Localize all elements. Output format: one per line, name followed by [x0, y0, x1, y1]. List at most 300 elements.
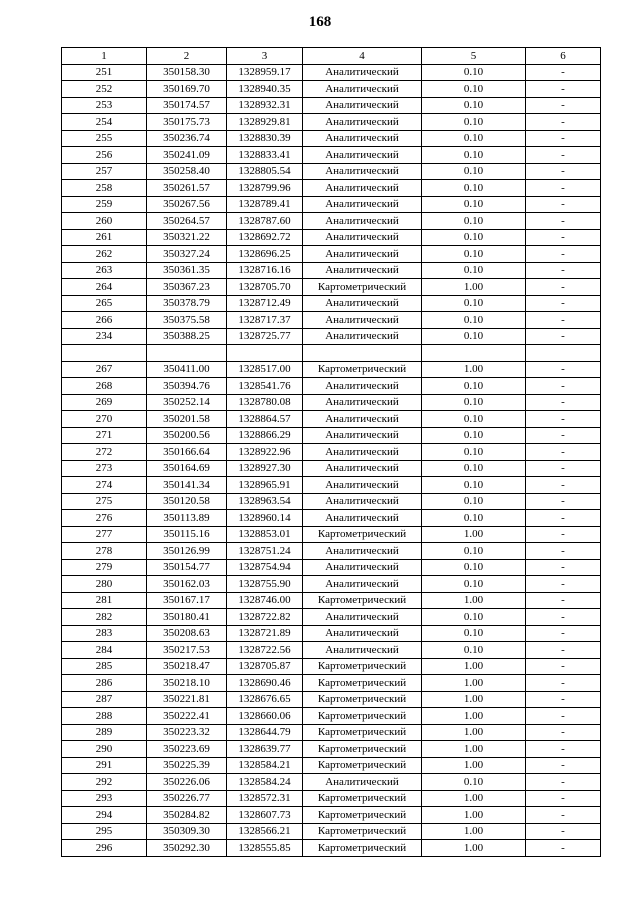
cell-y-coordinate: 1328517.00 — [227, 361, 303, 378]
cell-accuracy — [422, 345, 526, 362]
cell-method: Аналитический — [303, 625, 422, 642]
table-row — [62, 477, 601, 494]
cell-note: - — [526, 295, 601, 312]
cell-accuracy: 0.10 — [422, 64, 526, 81]
cell-note: - — [526, 493, 601, 510]
table-row — [62, 741, 601, 758]
cell-point-number: 287 — [62, 691, 147, 708]
cell-point-number: 274 — [62, 477, 147, 494]
cell-point-number: 293 — [62, 790, 147, 807]
cell-method: Картометрический — [303, 757, 422, 774]
cell-note: - — [526, 675, 601, 692]
cell-x-coordinate: 350162.03 — [147, 576, 227, 593]
cell-y-coordinate: 1328922.96 — [227, 444, 303, 461]
cell-x-coordinate: 350388.25 — [147, 328, 227, 345]
cell-method: Аналитический — [303, 97, 422, 114]
cell-note: - — [526, 130, 601, 147]
cell-accuracy: 0.10 — [422, 163, 526, 180]
cell-point-number: 286 — [62, 675, 147, 692]
cell-accuracy: 1.00 — [422, 658, 526, 675]
cell-method: Аналитический — [303, 295, 422, 312]
cell-accuracy: 0.10 — [422, 81, 526, 98]
cell-note: - — [526, 411, 601, 428]
cell-accuracy: 1.00 — [422, 840, 526, 857]
cell-y-coordinate: 1328660.06 — [227, 708, 303, 725]
table-row — [62, 262, 601, 279]
cell-accuracy: 1.00 — [422, 708, 526, 725]
cell-y-coordinate: 1328780.08 — [227, 394, 303, 411]
cell-method: Аналитический — [303, 460, 422, 477]
table-row — [62, 279, 601, 296]
cell-note: - — [526, 477, 601, 494]
table-row — [62, 625, 601, 642]
cell-x-coordinate: 350327.24 — [147, 246, 227, 263]
cell-x-coordinate: 350120.58 — [147, 493, 227, 510]
table-row — [62, 460, 601, 477]
cell-x-coordinate: 350223.32 — [147, 724, 227, 741]
cell-method: Картометрический — [303, 361, 422, 378]
cell-accuracy: 0.10 — [422, 427, 526, 444]
cell-accuracy: 0.10 — [422, 295, 526, 312]
table-row — [62, 493, 601, 510]
page-number: 168 — [308, 14, 332, 30]
cell-x-coordinate: 350284.82 — [147, 807, 227, 824]
cell-x-coordinate: 350218.47 — [147, 658, 227, 675]
cell-accuracy: 1.00 — [422, 757, 526, 774]
cell-note: - — [526, 840, 601, 857]
cell-note: - — [526, 81, 601, 98]
table-row — [62, 163, 601, 180]
cell-point-number: 260 — [62, 213, 147, 230]
table-row — [62, 295, 601, 312]
cell-note: - — [526, 114, 601, 131]
cell-y-coordinate: 1328830.39 — [227, 130, 303, 147]
cell-x-coordinate: 350154.77 — [147, 559, 227, 576]
cell-y-coordinate: 1328555.85 — [227, 840, 303, 857]
cell-accuracy: 0.10 — [422, 411, 526, 428]
cell-note: - — [526, 328, 601, 345]
cell-note: - — [526, 246, 601, 263]
cell-point-number — [62, 345, 147, 362]
cell-y-coordinate: 1328965.91 — [227, 477, 303, 494]
cell-x-coordinate: 350267.56 — [147, 196, 227, 213]
cell-x-coordinate: 350201.58 — [147, 411, 227, 428]
cell-y-coordinate: 1328541.76 — [227, 378, 303, 395]
cell-x-coordinate: 350367.23 — [147, 279, 227, 296]
cell-method: Аналитический — [303, 114, 422, 131]
cell-accuracy: 0.10 — [422, 147, 526, 164]
cell-accuracy: 0.10 — [422, 493, 526, 510]
table-row — [62, 130, 601, 147]
cell-method: Аналитический — [303, 328, 422, 345]
cell-x-coordinate: 350167.17 — [147, 592, 227, 609]
cell-y-coordinate: 1328754.94 — [227, 559, 303, 576]
cell-x-coordinate: 350264.57 — [147, 213, 227, 230]
cell-method: Аналитический — [303, 576, 422, 593]
cell-note: - — [526, 213, 601, 230]
cell-point-number: 271 — [62, 427, 147, 444]
cell-accuracy: 0.10 — [422, 625, 526, 642]
cell-point-number: 253 — [62, 97, 147, 114]
cell-x-coordinate: 350113.89 — [147, 510, 227, 527]
cell-point-number: 270 — [62, 411, 147, 428]
cell-method: Аналитический — [303, 609, 422, 626]
cell-y-coordinate: 1328566.21 — [227, 823, 303, 840]
cell-note: - — [526, 774, 601, 791]
table-row — [62, 147, 601, 164]
cell-y-coordinate: 1328722.82 — [227, 609, 303, 626]
cell-note: - — [526, 625, 601, 642]
cell-y-coordinate: 1328927.30 — [227, 460, 303, 477]
cell-accuracy: 0.10 — [422, 130, 526, 147]
table-row — [62, 559, 601, 576]
cell-x-coordinate: 350258.40 — [147, 163, 227, 180]
cell-point-number: 255 — [62, 130, 147, 147]
cell-y-coordinate: 1328755.90 — [227, 576, 303, 593]
cell-method: Аналитический — [303, 427, 422, 444]
cell-point-number: 257 — [62, 163, 147, 180]
cell-y-coordinate: 1328929.81 — [227, 114, 303, 131]
cell-x-coordinate: 350200.56 — [147, 427, 227, 444]
cell-x-coordinate: 350164.69 — [147, 460, 227, 477]
cell-x-coordinate: 350115.16 — [147, 526, 227, 543]
cell-note: - — [526, 229, 601, 246]
cell-accuracy: 1.00 — [422, 724, 526, 741]
cell-accuracy: 0.10 — [422, 576, 526, 593]
table-body — [62, 64, 601, 856]
table-row — [62, 81, 601, 98]
cell-accuracy: 1.00 — [422, 691, 526, 708]
cell-method: Картометрический — [303, 807, 422, 824]
cell-method: Аналитический — [303, 510, 422, 527]
cell-note: - — [526, 741, 601, 758]
cell-x-coordinate: 350222.41 — [147, 708, 227, 725]
cell-point-number: 292 — [62, 774, 147, 791]
cell-accuracy: 0.10 — [422, 246, 526, 263]
cell-accuracy: 0.10 — [422, 460, 526, 477]
cell-x-coordinate: 350226.77 — [147, 790, 227, 807]
cell-note: - — [526, 543, 601, 560]
cell-accuracy: 0.10 — [422, 444, 526, 461]
cell-y-coordinate: 1328690.46 — [227, 675, 303, 692]
cell-accuracy: 0.10 — [422, 213, 526, 230]
cell-y-coordinate: 1328721.89 — [227, 625, 303, 642]
cell-note: - — [526, 378, 601, 395]
cell-note: - — [526, 427, 601, 444]
cell-x-coordinate: 350180.41 — [147, 609, 227, 626]
cell-x-coordinate: 350141.34 — [147, 477, 227, 494]
cell-note: - — [526, 510, 601, 527]
cell-y-coordinate: 1328705.87 — [227, 658, 303, 675]
cell-x-coordinate: 350174.57 — [147, 97, 227, 114]
cell-note: - — [526, 196, 601, 213]
header-cell-6: 6 — [526, 48, 601, 65]
cell-point-number: 278 — [62, 543, 147, 560]
cell-point-number: 276 — [62, 510, 147, 527]
cell-method: Картометрический — [303, 790, 422, 807]
cell-accuracy: 0.10 — [422, 559, 526, 576]
cell-accuracy: 0.10 — [422, 378, 526, 395]
table-row — [62, 675, 601, 692]
cell-y-coordinate: 1328746.00 — [227, 592, 303, 609]
cell-x-coordinate: 350252.14 — [147, 394, 227, 411]
cell-x-coordinate: 350217.53 — [147, 642, 227, 659]
cell-note: - — [526, 576, 601, 593]
cell-x-coordinate — [147, 345, 227, 362]
cell-accuracy: 0.10 — [422, 262, 526, 279]
cell-point-number: 283 — [62, 625, 147, 642]
cell-note: - — [526, 691, 601, 708]
table-row — [62, 345, 601, 362]
cell-method — [303, 345, 422, 362]
cell-y-coordinate: 1328584.21 — [227, 757, 303, 774]
cell-x-coordinate: 350236.74 — [147, 130, 227, 147]
cell-note: - — [526, 658, 601, 675]
cell-accuracy: 0.10 — [422, 510, 526, 527]
cell-point-number: 282 — [62, 609, 147, 626]
cell-note: - — [526, 147, 601, 164]
cell-accuracy: 0.10 — [422, 229, 526, 246]
table-row — [62, 658, 601, 675]
cell-accuracy: 0.10 — [422, 642, 526, 659]
cell-note: - — [526, 262, 601, 279]
cell-note: - — [526, 823, 601, 840]
table-row — [62, 526, 601, 543]
cell-point-number: 275 — [62, 493, 147, 510]
cell-method: Картометрический — [303, 658, 422, 675]
cell-note: - — [526, 163, 601, 180]
cell-point-number: 256 — [62, 147, 147, 164]
cell-point-number: 291 — [62, 757, 147, 774]
cell-point-number: 234 — [62, 328, 147, 345]
cell-note: - — [526, 708, 601, 725]
cell-x-coordinate: 350309.30 — [147, 823, 227, 840]
cell-y-coordinate: 1328572.31 — [227, 790, 303, 807]
cell-y-coordinate: 1328639.77 — [227, 741, 303, 758]
table-row — [62, 229, 601, 246]
cell-accuracy: 0.10 — [422, 394, 526, 411]
cell-method: Аналитический — [303, 411, 422, 428]
table-row — [62, 609, 601, 626]
cell-note: - — [526, 394, 601, 411]
cell-method: Аналитический — [303, 246, 422, 263]
cell-note: - — [526, 64, 601, 81]
cell-accuracy: 1.00 — [422, 741, 526, 758]
cell-x-coordinate: 350292.30 — [147, 840, 227, 857]
cell-y-coordinate: 1328833.41 — [227, 147, 303, 164]
cell-point-number: 265 — [62, 295, 147, 312]
cell-y-coordinate: 1328940.35 — [227, 81, 303, 98]
cell-point-number: 266 — [62, 312, 147, 329]
header-cell-2: 2 — [147, 48, 227, 65]
cell-y-coordinate: 1328607.73 — [227, 807, 303, 824]
cell-note: - — [526, 757, 601, 774]
table-row — [62, 378, 601, 395]
cell-y-coordinate: 1328805.54 — [227, 163, 303, 180]
cell-accuracy: 1.00 — [422, 279, 526, 296]
cell-x-coordinate: 350223.69 — [147, 741, 227, 758]
cell-accuracy: 0.10 — [422, 97, 526, 114]
table-row — [62, 823, 601, 840]
cell-method: Аналитический — [303, 213, 422, 230]
cell-point-number: 273 — [62, 460, 147, 477]
cell-method: Аналитический — [303, 543, 422, 560]
cell-y-coordinate: 1328932.31 — [227, 97, 303, 114]
table-row — [62, 427, 601, 444]
table-row — [62, 592, 601, 609]
cell-x-coordinate: 350261.57 — [147, 180, 227, 197]
cell-point-number: 295 — [62, 823, 147, 840]
cell-note: - — [526, 609, 601, 626]
cell-note: - — [526, 180, 601, 197]
table-row — [62, 246, 601, 263]
cell-method: Картометрический — [303, 823, 422, 840]
cell-method: Аналитический — [303, 180, 422, 197]
cell-y-coordinate: 1328717.37 — [227, 312, 303, 329]
header-cell-3: 3 — [227, 48, 303, 65]
cell-method: Аналитический — [303, 559, 422, 576]
table-row — [62, 97, 601, 114]
header-row — [62, 48, 601, 65]
cell-x-coordinate: 350218.10 — [147, 675, 227, 692]
cell-method: Картометрический — [303, 526, 422, 543]
cell-note: - — [526, 460, 601, 477]
cell-y-coordinate: 1328963.54 — [227, 493, 303, 510]
cell-accuracy: 0.10 — [422, 114, 526, 131]
cell-x-coordinate: 350411.00 — [147, 361, 227, 378]
cell-accuracy: 0.10 — [422, 774, 526, 791]
table-row — [62, 840, 601, 857]
cell-x-coordinate: 350226.06 — [147, 774, 227, 791]
cell-note: - — [526, 279, 601, 296]
cell-y-coordinate: 1328676.65 — [227, 691, 303, 708]
cell-note — [526, 345, 601, 362]
cell-y-coordinate: 1328959.17 — [227, 64, 303, 81]
cell-x-coordinate: 350375.58 — [147, 312, 227, 329]
cell-method: Аналитический — [303, 493, 422, 510]
cell-x-coordinate: 350241.09 — [147, 147, 227, 164]
cell-point-number: 263 — [62, 262, 147, 279]
cell-note: - — [526, 642, 601, 659]
table-row — [62, 312, 601, 329]
cell-note: - — [526, 444, 601, 461]
cell-method: Аналитический — [303, 64, 422, 81]
cell-method: Картометрический — [303, 675, 422, 692]
header-cell-5: 5 — [422, 48, 526, 65]
table-row — [62, 213, 601, 230]
cell-point-number: 284 — [62, 642, 147, 659]
cell-accuracy: 0.10 — [422, 543, 526, 560]
cell-accuracy: 0.10 — [422, 196, 526, 213]
coordinates-table — [61, 47, 601, 857]
cell-note: - — [526, 592, 601, 609]
table-row — [62, 790, 601, 807]
cell-x-coordinate: 350394.76 — [147, 378, 227, 395]
cell-method: Аналитический — [303, 163, 422, 180]
table-row — [62, 114, 601, 131]
cell-accuracy: 1.00 — [422, 675, 526, 692]
cell-y-coordinate: 1328789.41 — [227, 196, 303, 213]
cell-accuracy: 1.00 — [422, 823, 526, 840]
cell-method: Картометрический — [303, 840, 422, 857]
cell-point-number: 281 — [62, 592, 147, 609]
cell-point-number: 294 — [62, 807, 147, 824]
cell-accuracy: 0.10 — [422, 180, 526, 197]
table-row — [62, 642, 601, 659]
cell-y-coordinate: 1328960.14 — [227, 510, 303, 527]
cell-accuracy: 1.00 — [422, 790, 526, 807]
cell-y-coordinate: 1328584.24 — [227, 774, 303, 791]
cell-point-number: 288 — [62, 708, 147, 725]
table-row — [62, 708, 601, 725]
cell-point-number: 289 — [62, 724, 147, 741]
cell-note: - — [526, 559, 601, 576]
cell-method: Аналитический — [303, 394, 422, 411]
cell-method: Аналитический — [303, 642, 422, 659]
cell-method: Аналитический — [303, 196, 422, 213]
cell-y-coordinate: 1328696.25 — [227, 246, 303, 263]
table-header — [62, 48, 601, 65]
cell-x-coordinate: 350225.39 — [147, 757, 227, 774]
cell-accuracy: 0.10 — [422, 328, 526, 345]
cell-x-coordinate: 350126.99 — [147, 543, 227, 560]
cell-x-coordinate: 350361.35 — [147, 262, 227, 279]
table-row — [62, 576, 601, 593]
cell-y-coordinate: 1328853.01 — [227, 526, 303, 543]
table-row — [62, 394, 601, 411]
cell-note: - — [526, 790, 601, 807]
cell-point-number: 252 — [62, 81, 147, 98]
cell-method: Аналитический — [303, 262, 422, 279]
cell-method: Аналитический — [303, 130, 422, 147]
cell-x-coordinate: 350175.73 — [147, 114, 227, 131]
cell-x-coordinate: 350208.63 — [147, 625, 227, 642]
table-row — [62, 543, 601, 560]
cell-y-coordinate: 1328705.70 — [227, 279, 303, 296]
cell-method: Картометрический — [303, 724, 422, 741]
cell-point-number: 280 — [62, 576, 147, 593]
cell-point-number: 279 — [62, 559, 147, 576]
cell-method: Картометрический — [303, 279, 422, 296]
table-row — [62, 807, 601, 824]
cell-point-number: 261 — [62, 229, 147, 246]
cell-note: - — [526, 361, 601, 378]
cell-point-number: 259 — [62, 196, 147, 213]
cell-x-coordinate: 350378.79 — [147, 295, 227, 312]
cell-note: - — [526, 724, 601, 741]
cell-y-coordinate: 1328866.29 — [227, 427, 303, 444]
cell-x-coordinate: 350166.64 — [147, 444, 227, 461]
cell-y-coordinate: 1328644.79 — [227, 724, 303, 741]
table-row — [62, 724, 601, 741]
table-row — [62, 757, 601, 774]
cell-point-number: 277 — [62, 526, 147, 543]
cell-note: - — [526, 312, 601, 329]
table-row — [62, 691, 601, 708]
cell-method: Аналитический — [303, 477, 422, 494]
table-row — [62, 180, 601, 197]
cell-point-number: 254 — [62, 114, 147, 131]
table-row — [62, 196, 601, 213]
cell-point-number: 267 — [62, 361, 147, 378]
cell-accuracy: 1.00 — [422, 592, 526, 609]
cell-y-coordinate — [227, 345, 303, 362]
table-row — [62, 444, 601, 461]
cell-method: Аналитический — [303, 774, 422, 791]
cell-y-coordinate: 1328712.49 — [227, 295, 303, 312]
cell-y-coordinate: 1328692.72 — [227, 229, 303, 246]
header-cell-4: 4 — [303, 48, 422, 65]
